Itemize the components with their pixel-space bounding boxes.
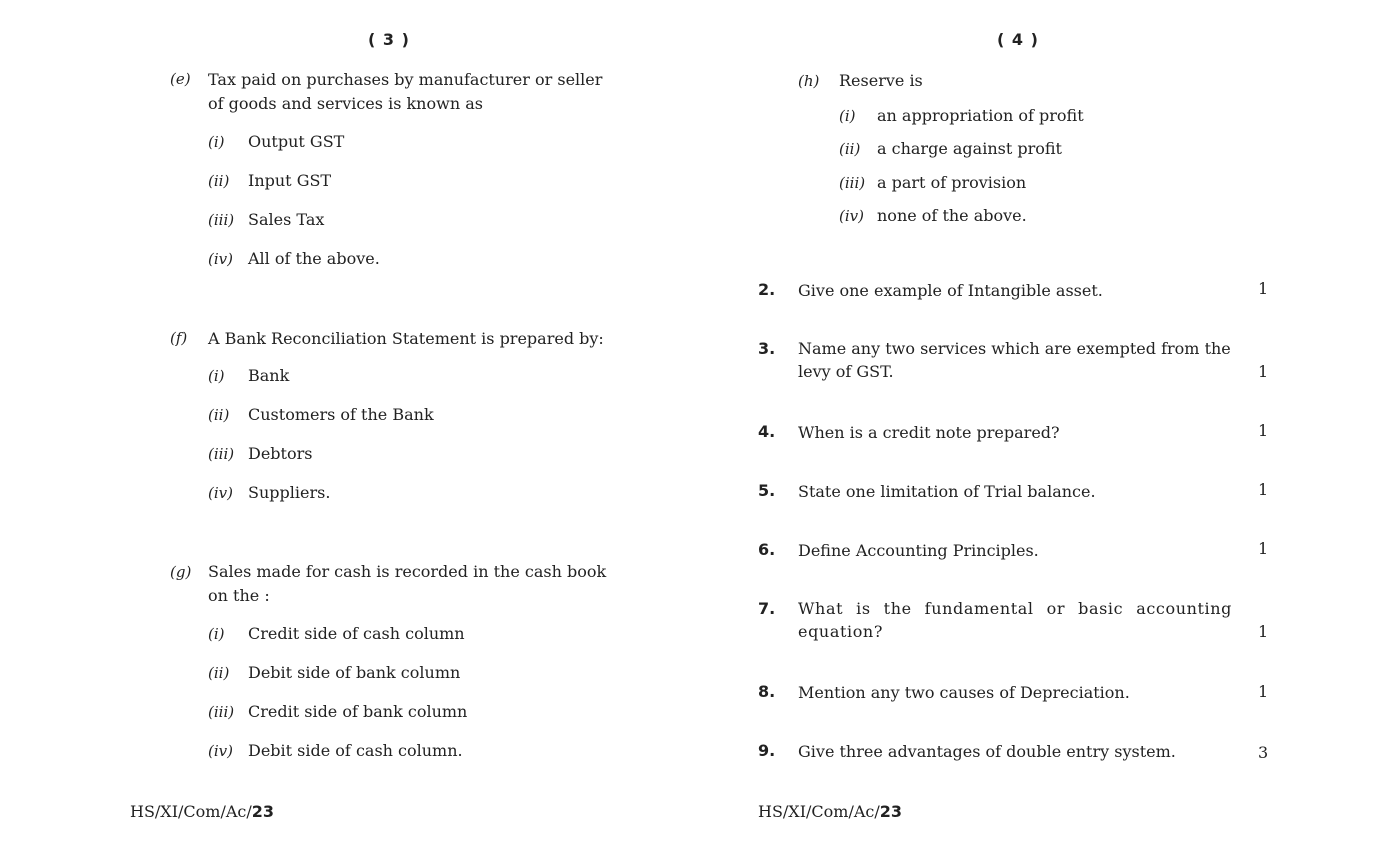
question-marks: 1 (1258, 421, 1269, 440)
option-label: (iv) (208, 742, 233, 760)
question-text: When is a credit note prepared? (798, 423, 1060, 442)
right-page (700, 0, 1400, 850)
option-label: (iii) (839, 174, 866, 192)
question-text: State one limitation of Trial balance. (798, 482, 1096, 501)
question-number: 9. (758, 741, 776, 760)
option-text: a charge against profit (877, 139, 1062, 158)
question-text: A Bank Reconciliation Statement is prepared by: (208, 329, 604, 348)
option-text: Debit side of cash column. (248, 741, 463, 760)
question-label: (f) (170, 329, 188, 347)
option-text: none of the above. (877, 206, 1027, 225)
option-text: Suppliers. (248, 483, 331, 502)
option-label: (iii) (208, 445, 235, 463)
option-text: Credit side of bank column (248, 702, 468, 721)
footer-prefix: HS/XI/Com/Ac/ (758, 802, 880, 821)
option-label: (i) (839, 107, 856, 125)
question-number: 8. (758, 682, 776, 701)
option-text: Output GST (248, 132, 345, 151)
question-number: 5. (758, 481, 776, 500)
question-marks: 1 (1258, 480, 1269, 499)
option-text: an appropriation of profit (877, 106, 1084, 125)
option-text: Input GST (248, 171, 332, 190)
option-text: a part of provision (877, 173, 1027, 192)
question-marks: 1 (1258, 682, 1269, 701)
page-footer (758, 802, 902, 821)
option-label: (i) (208, 625, 225, 643)
question-marks: 1 (1258, 539, 1269, 558)
question-label: (e) (170, 70, 191, 88)
option-label: (ii) (208, 406, 230, 424)
footer-code: 23 (251, 802, 275, 821)
option-text: Credit side of cash column (248, 624, 465, 643)
question-number: 2. (758, 280, 776, 299)
question-marks: 3 (1258, 743, 1269, 762)
page-number: ( 3 ) (368, 30, 410, 49)
page-footer (130, 802, 274, 821)
question-number: 4. (758, 422, 776, 441)
question-text: Give three advantages of double entry system. (798, 742, 1176, 761)
question-number: 3. (758, 339, 776, 358)
question-label: (h) (798, 72, 820, 90)
option-label: (i) (208, 367, 225, 385)
question-text: Give one example of Intangible asset. (798, 281, 1103, 300)
option-label: (ii) (208, 664, 230, 682)
question-marks: 1 (1258, 362, 1269, 381)
option-text: Customers of the Bank (248, 405, 434, 424)
footer-code: 23 (879, 802, 903, 821)
question-marks: 1 (1258, 279, 1269, 298)
page-number: ( 4 ) (997, 30, 1039, 49)
question-text: Name any two services which are exempted from the levy of GST. (798, 339, 1231, 381)
option-label: (iii) (208, 211, 235, 229)
option-label: (i) (208, 133, 225, 151)
question-text: What is the fundamental or basic accounting equation? (798, 599, 1232, 641)
question-label: (g) (170, 563, 192, 581)
option-label: (ii) (839, 140, 861, 158)
question-text: Reserve is (839, 71, 923, 90)
option-text: Sales Tax (248, 210, 325, 229)
option-text: Bank (248, 366, 290, 385)
question-marks: 1 (1258, 622, 1269, 641)
question-number: 7. (758, 599, 776, 618)
footer-prefix: HS/XI/Com/Ac/ (130, 802, 252, 821)
question-text: Define Accounting Principles. (798, 541, 1039, 560)
option-label: (iv) (208, 250, 233, 268)
option-text: Debit side of bank column (248, 663, 461, 682)
question-text: Sales made for cash is recorded in the cash book on the : (208, 562, 607, 605)
option-text: Debtors (248, 444, 313, 463)
option-label: (iii) (208, 703, 235, 721)
option-label: (iv) (839, 207, 864, 225)
question-text: Tax paid on purchases by manufacturer or seller of goods and services is known as (208, 70, 603, 113)
option-label: (ii) (208, 172, 230, 190)
option-text: All of the above. (248, 249, 380, 268)
option-label: (iv) (208, 484, 233, 502)
question-text: Mention any two causes of Depreciation. (798, 683, 1130, 702)
question-number: 6. (758, 540, 776, 559)
